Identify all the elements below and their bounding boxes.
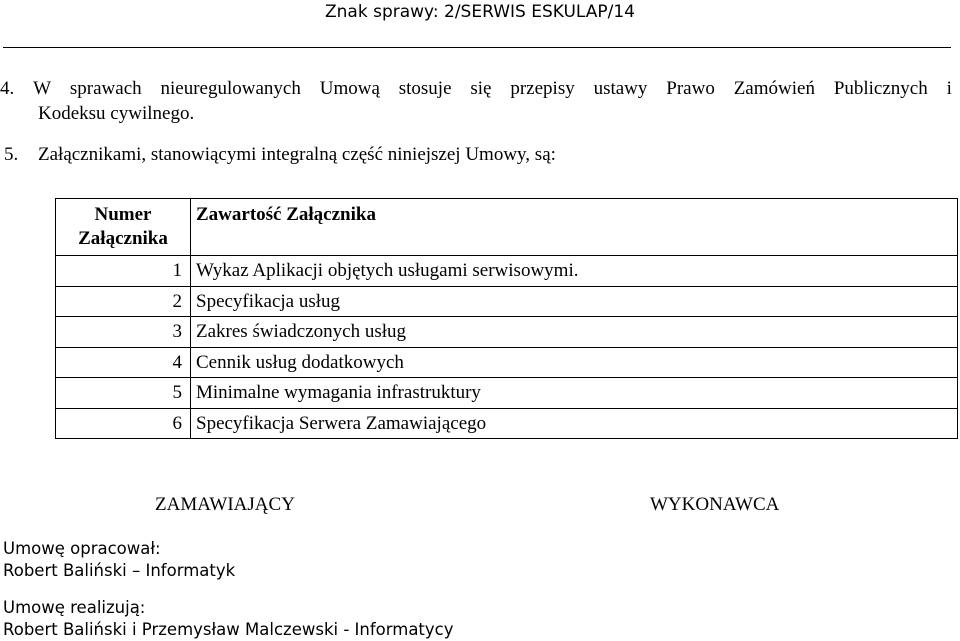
paragraph-5-text: Załącznikami, stanowiącymi integralną część niniejszej Umowy, są: [38,144,556,165]
attachment-number: 4 [56,347,191,378]
attachment-number: 5 [56,378,191,409]
paragraph-4-word: Zamówień [733,78,815,99]
paragraph-4-line-1 [0,76,952,101]
paragraph-5-number: 5. [4,144,19,165]
table-header-row [56,199,958,256]
paragraph-4-word: Prawo [666,78,715,99]
paragraph-4-word: sprawach [69,78,142,99]
attachment-number: 1 [56,256,191,287]
attachment-content: Zakres świadczonych usług [191,317,958,348]
paragraph-4-word: się [470,78,492,99]
paragraph-4-word: Publicznych [833,78,928,99]
paragraph-4-word: Umową [319,78,380,99]
realized-by-block [3,597,454,641]
paragraph-4-word: przepisy [510,78,575,99]
attachment-content: Wykaz Aplikacji objętych usługami serwisowymi. [191,256,958,287]
signature-contractor: WYKONAWCA [650,494,780,515]
realized-by-names: Robert Baliński i Przemysław Malczewski - Informatycy [3,620,454,639]
attachment-content: Specyfikacja Serwera Zamawiającego [191,408,958,439]
paragraph-4-word: i [946,78,952,99]
paragraph-4-word: nieuregulowanych [160,78,301,99]
prepared-by-label: Umowę opracował: [3,539,161,558]
paragraph-4-line-2: Kodeksu cywilnego. [38,103,195,124]
attachment-number: 6 [56,408,191,439]
header-attachment-number: Numer Załącznika [56,199,191,256]
attachment-content: Cennik usług dodatkowych [191,347,958,378]
realized-by-label: Umowę realizują: [3,598,146,617]
paragraph-4-word: stosuje [398,78,452,99]
signature-ordering-party: ZAMAWIAJĄCY [155,494,295,515]
paragraph-4-word: ustawy [593,78,648,99]
table-row [56,378,958,409]
case-number-header: Znak sprawy: 2/SERWIS ESKULAP/14 [325,2,635,22]
table-row [56,347,958,378]
prepared-by-name: Robert Baliński – Informatyk [3,561,236,580]
header-rule [3,47,951,48]
attachment-number: 3 [56,317,191,348]
table-row [56,408,958,439]
paragraph-4-number: 4. [0,78,15,99]
attachment-content: Minimalne wymagania infrastruktury [191,378,958,409]
header-attachment-content: Zawartość Załącznika [191,199,958,256]
paragraph-4-word: W [33,78,52,99]
attachments-table [55,198,958,439]
paragraph-5 [0,142,556,167]
prepared-by-block [3,538,235,582]
table-row [56,286,958,317]
table-row [56,317,958,348]
paragraph-4 [0,76,960,126]
attachment-number: 2 [56,286,191,317]
attachment-content: Specyfikacja usług [191,286,958,317]
table-row [56,256,958,287]
